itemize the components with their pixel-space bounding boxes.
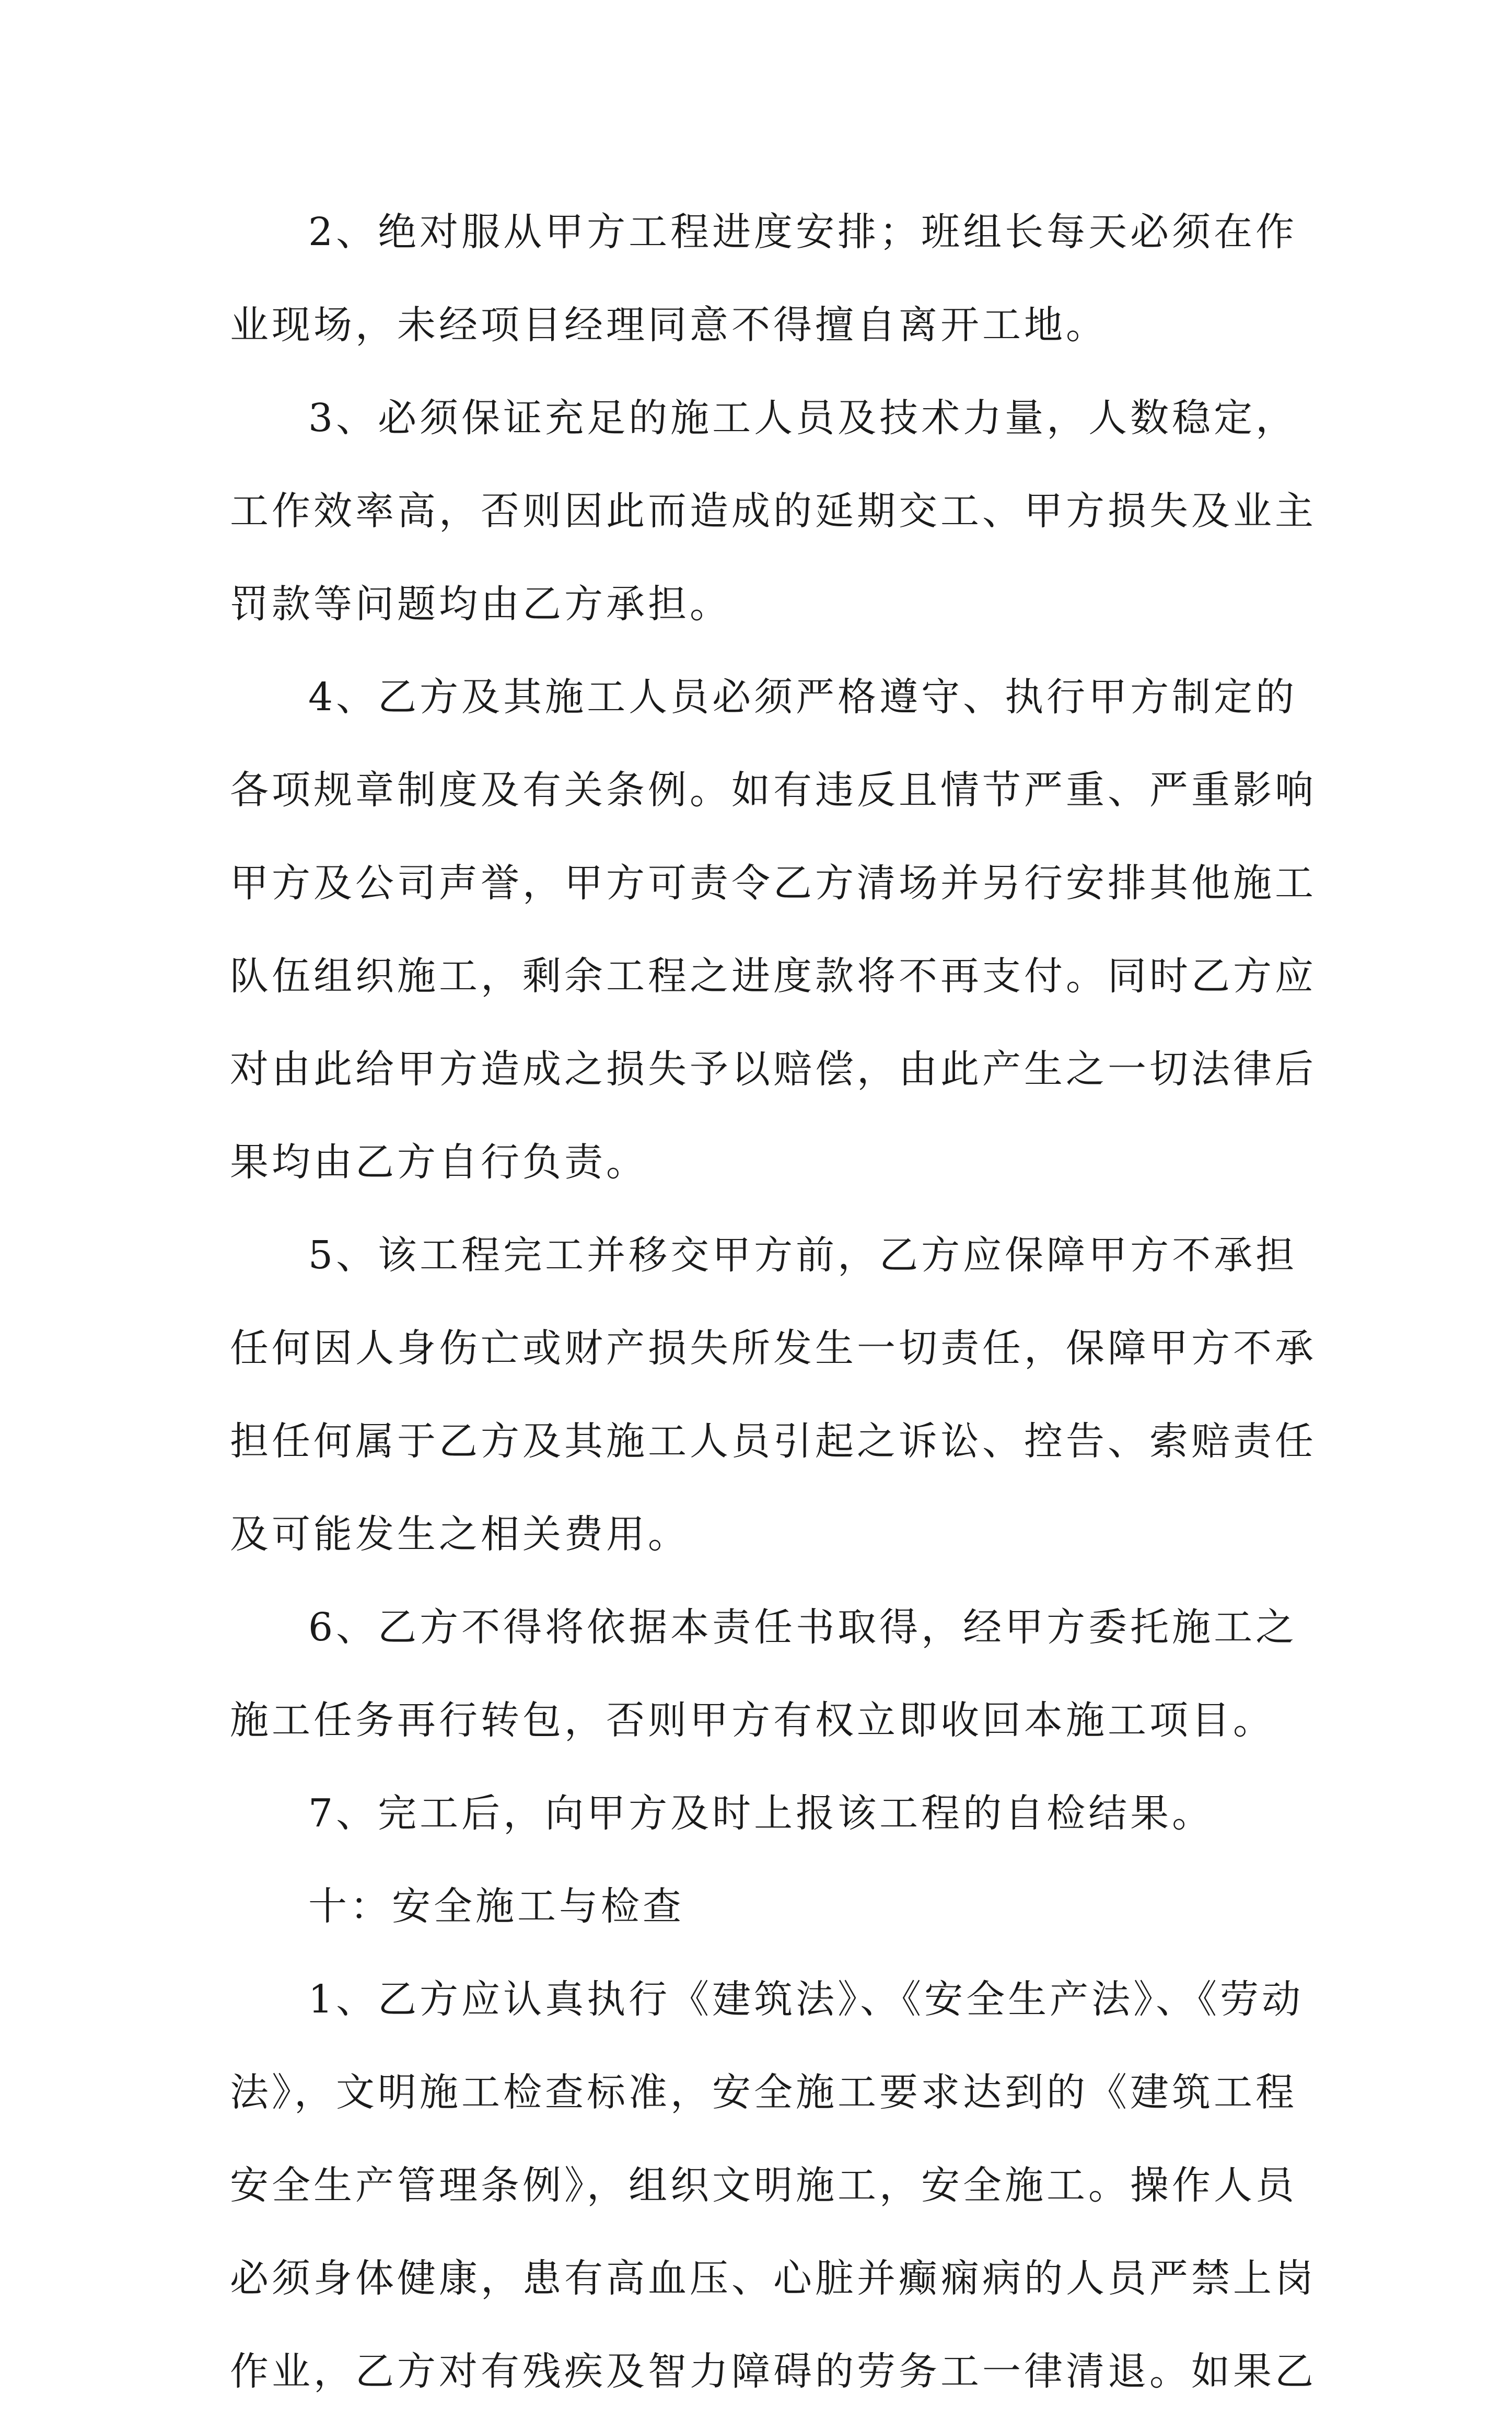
text-line: 及可能发生之相关费用。	[230, 1512, 690, 1557]
text-line: 业现场，未经项目经理同意不得擅自离开工地。	[230, 303, 1108, 348]
section-heading: 十：安全施工与检查	[308, 1884, 684, 1929]
text-line: 罚款等问题均由乙方承担。	[230, 582, 731, 627]
text-line: 5、该工程完工并移交甲方前，乙方应保障甲方不承担	[308, 1233, 1298, 1278]
text-line: 各项规章制度及有关条例。如有违反且情节严重、严重影响	[230, 768, 1317, 813]
text-line: 甲方及公司声誉，甲方可责令乙方清场并另行安排其他施工	[230, 861, 1317, 906]
text-line: 作业，乙方对有残疾及智力障碍的劳务工一律清退。如果乙	[230, 2349, 1317, 2394]
text-line: 4、乙方及其施工人员必须严格遵守、执行甲方制定的	[308, 675, 1298, 720]
text-line: 担任何属于乙方及其施工人员引起之诉讼、控告、索赔责任	[230, 1419, 1317, 1464]
text-line: 3、必须保证充足的施工人员及技术力量，人数稳定，	[308, 396, 1298, 441]
text-line: 果均由乙方自行负责。	[230, 1140, 648, 1185]
text-line: 必须身体健康，患有高血压、心脏并癫痫病的人员严禁上岗	[230, 2256, 1317, 2301]
document-body	[230, 186, 1317, 2418]
text-line: 队伍组织施工，剩余工程之进度款将不再支付。同时乙方应	[230, 954, 1317, 999]
text-line: 施工任务再行转包，否则甲方有权立即收回本施工项目。	[230, 1698, 1275, 1743]
text-line: 法》，文明施工检查标准，安全施工要求达到的《建筑工程	[230, 2070, 1297, 2115]
text-line: 6、乙方不得将依据本责任书取得，经甲方委托施工之	[308, 1605, 1298, 1650]
text-line: 1、乙方应认真执行《建筑法》、《安全生产法》、《劳动	[308, 1977, 1304, 2022]
text-line: 任何因人身伤亡或财产损失所发生一切责任，保障甲方不承	[230, 1326, 1317, 1371]
text-line: 安全生产管理条例》，组织文明施工，安全施工。操作人员	[230, 2163, 1297, 2208]
text-line: 7、完工后，向甲方及时上报该工程的自检结果。	[308, 1791, 1214, 1836]
text-line: 2、绝对服从甲方工程进度安排；班组长每天必须在作	[308, 210, 1298, 254]
text-line: 对由此给甲方造成之损失予以赔偿，由此产生之一切法律后	[230, 1047, 1317, 1092]
text-line: 工作效率高，否则因此而造成的延期交工、甲方损失及业主	[230, 489, 1317, 534]
